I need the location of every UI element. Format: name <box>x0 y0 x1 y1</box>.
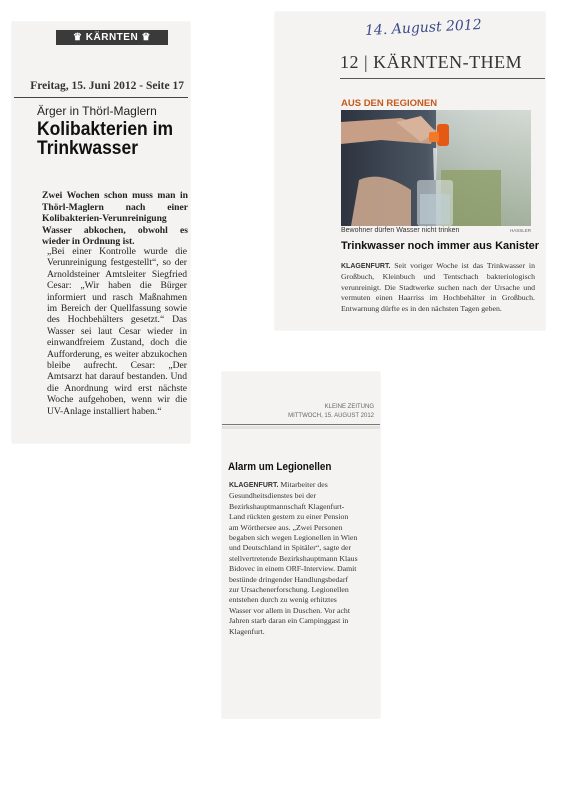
divider <box>222 424 380 425</box>
clipping-kronen-zeitung <box>12 22 190 443</box>
divider <box>340 78 545 79</box>
article-body <box>341 261 535 314</box>
article-photo <box>341 110 531 226</box>
photo-credit: HASSLER <box>510 228 532 233</box>
crown-icon: ♛ <box>141 32 151 43</box>
clipping-kaernten-themen <box>275 12 545 330</box>
handwritten-date: 14. August 2012 <box>364 16 483 40</box>
article-lead: Zwei Wochen schon muss man in Thörl-Maglern nach einer Kolibakterien-Verunreinigung Wasser abkochen, obwohl es wieder in Ordnung ist. <box>42 190 188 247</box>
article-text: Seit voriger Woche ist das Trinkwasser in Großbuch, Kleinbuch und Tentschach bakteriologisch verunreinigt. Die Stadtwerke suchen nach der Ursache und vermuten einen Haarriss im Hochbehälter in Großbuch. Entwarnung dürfte es in den nächsten Tagen geben. <box>341 261 535 313</box>
paper-date: MITTWOCH, 15. AUGUST 2012 <box>288 413 374 419</box>
article-kicker: Ärger in Thörl-Maglern <box>37 104 157 118</box>
dateline: KLAGENFURT. <box>341 263 391 270</box>
article-body: „Bei einer Kontrolle wurde die Verunreinigung festgestellt“, so der Arnoldsteiner Amtsleiter Siegfried Cesar: „Wir haben die Bürger informiert und rasch Maßnahmen im Bereich der Quellfassung sowie des Hochbehälters gesetzt.“ Das Wasser sei laut Cesar wieder in einwandfreiem Zustand, doch die Aufforderung, es weiter abzukochen bleibe aufrecht. Cesar: „Der Amtsarzt hat darauf bestanden. Und die Anordnung wird erst nächste Woche aufgehoben, wenn wir die UV-Anlage installiert haben.“ <box>47 246 187 417</box>
kaernten-brand-banner <box>56 30 168 45</box>
paper-name: KLEINE ZEITUNG <box>324 404 374 410</box>
crown-icon: ♛ <box>73 32 83 43</box>
article-headline: Alarm um Legionellen <box>228 461 332 473</box>
photo-caption: Bewohner dürfen Wasser nicht trinken <box>341 227 460 234</box>
clipping-kleine-zeitung <box>222 372 380 718</box>
section-title: 12 | KÄRNTEN-THEM <box>340 52 523 72</box>
dateline: KLAGENFURT. <box>229 482 279 489</box>
regions-label: AUS DEN REGIONEN <box>341 98 438 109</box>
paper-fold <box>222 426 380 429</box>
date-line: Freitag, 15. Juni 2012 - Seite 17 <box>30 80 184 92</box>
article-headline: Trinkwasser noch immer aus Kanister <box>341 240 540 252</box>
article-headline: Kolibakterien im Trinkwasser <box>37 119 174 159</box>
article-body <box>229 480 359 637</box>
water-tap-photo <box>341 110 531 226</box>
brand-label: KÄRNTEN <box>85 32 139 43</box>
divider <box>14 97 188 98</box>
article-text: Mitarbeiter des Gesundheitsdienstes bei der Bezirkshauptmannschaft Klagenfurt-Land rückten gestern zu einer Pension am Wörthersee aus. „Zwei Personen begaben sich wegen Legionellen in Wien und Deutschland in Spitäler“, sagte der stellvertretende Bezirkshauptmann Klaus Bidovec in einem ORF-Interview. Damit bestünde dringender Handlungsbedarf zur Ursachenerforschung. Legionellen entstehen durch zu wenig erhitztes Wasser vor allem in Duschen. Vor acht Jahren starb daran ein Campinggast in Klagenfurt. <box>229 480 358 636</box>
